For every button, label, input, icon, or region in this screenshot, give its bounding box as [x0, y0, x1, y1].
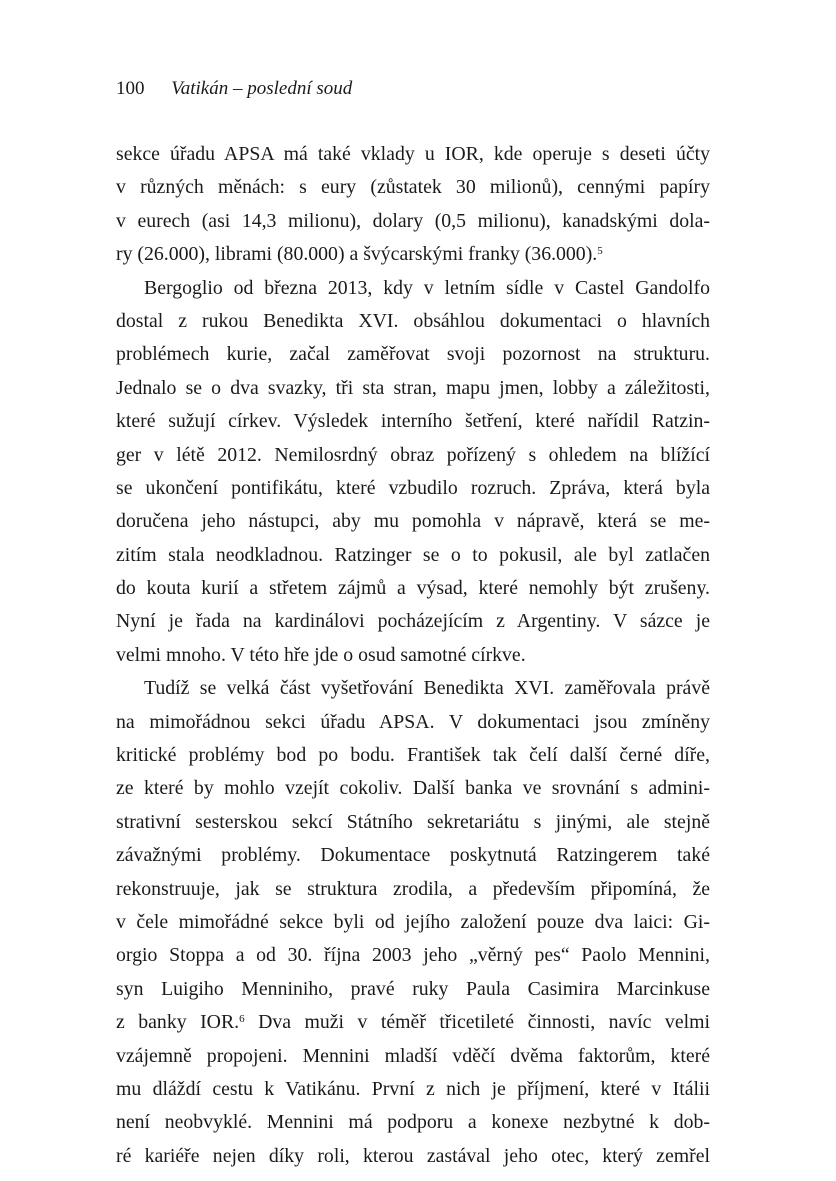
line-text: z banky IOR. — [116, 1011, 240, 1034]
text-line — [116, 1006, 710, 1039]
text-line: strativní sesterskou sekcí Státního sekretariátu s jinými, ale stejně — [116, 810, 710, 833]
text-line: Jednalo se o dva svazky, tři sta stran, mapu jmen, lobby a záležitosti, — [116, 376, 710, 399]
text-line: ger v létě 2012. Nemilosrdný obraz pořízený s ohledem na blížící — [116, 443, 710, 466]
text-line: se ukončení pontifikátu, které vzbudilo rozruch. Zpráva, která byla — [116, 476, 710, 499]
text-line: které sužují církev. Výsledek interního šetření, které nařídil Ratzin- — [116, 410, 710, 433]
line-text: Dva muži v téměř třicetileté činnosti, navíc velmi — [244, 1011, 710, 1034]
text-line: ze které by mohlo vzejít cokoliv. Další banka ve srovnání s admini- — [116, 777, 710, 800]
text-line: syn Luigiho Menniniho, pravé ruky Paula Casimira Marcinkuse — [116, 977, 710, 1000]
body-text — [116, 138, 710, 1173]
text-line: v čele mimořádné sekce byli od jejího založení pouze dva laici: Gi- — [116, 910, 710, 933]
footnote-reference: 5 — [597, 245, 603, 258]
text-line: sekce úřadu APSA má také vklady u IOR, kde operuje s deseti účty — [116, 143, 710, 165]
text-line: ré kariéře nejen díky roli, kterou zastával jeho otec, který zemřel — [116, 1144, 710, 1167]
text-line: vzájemně propojeni. Mennini mladší vděčí dvěma faktorům, které — [116, 1044, 710, 1067]
page-number: 100 — [116, 78, 145, 99]
text-line: velmi mnoho. V této hře jde o osud samotné církve. — [116, 643, 526, 666]
text-line: rekonstruuje, jak se struktura zrodila, a především připomíná, že — [116, 877, 710, 900]
text-line: závažnými problémy. Dokumentace poskytnutá Ratzingerem také — [116, 844, 710, 867]
running-header — [116, 76, 352, 102]
text-line: na mimořádnou sekci úřadu APSA. V dokumentaci jsou zmíněny — [116, 710, 710, 733]
text-line: zitím stala neodkladnou. Ratzinger se o to pokusil, ale byl zatlačen — [116, 543, 710, 566]
running-title: Vatikán – poslední soud — [171, 78, 353, 99]
text-line — [116, 238, 710, 271]
text-line: není neobvyklé. Mennini má podporu a konexe nezbytné k dob- — [116, 1111, 710, 1134]
paragraph-first-line: Tudíž se velká část vyšetřování Benedikta XVI. zaměřovala právě — [144, 677, 710, 700]
text-line: v eurech (asi 14,3 milionu), dolary (0,5 milionu), kanadskými dola- — [116, 209, 710, 232]
footnote-reference: 6 — [239, 1013, 245, 1026]
text-line: v různých měnách: s eury (zůstatek 30 milionů), cennými papíry — [116, 176, 710, 199]
paragraph-first-line: Bergoglio od března 2013, kdy v letním sídle v Castel Gandolfo — [144, 276, 710, 299]
text-line: Nyní je řada na kardinálovi pocházejícím z Argentiny. V sázce je — [116, 610, 710, 633]
text-line: do kouta kurií a střetem zájmů a výsad, které nemohly být zrušeny. — [116, 577, 710, 600]
line-text: ry (26.000), librami (80.000) a švýcarskými franky (36.000). — [116, 243, 598, 266]
text-line: doručena jeho nástupci, aby mu pomohla v nápravě, která se me- — [116, 510, 710, 533]
text-line: orgio Stoppa a od 30. října 2003 jeho „věrný pes“ Paolo Mennini, — [116, 944, 710, 967]
text-line: problémech kurie, začal zaměřovat svoji pozornost na strukturu. — [116, 343, 710, 366]
text-line: kritické problémy bod po bodu. František tak čelí další černé díře, — [116, 744, 710, 767]
text-line: mu dláždí cestu k Vatikánu. První z nich je příjmení, které v Itálii — [116, 1077, 710, 1100]
text-line: dostal z rukou Benedikta XVI. obsáhlou dokumentaci o hlavních — [116, 309, 710, 332]
